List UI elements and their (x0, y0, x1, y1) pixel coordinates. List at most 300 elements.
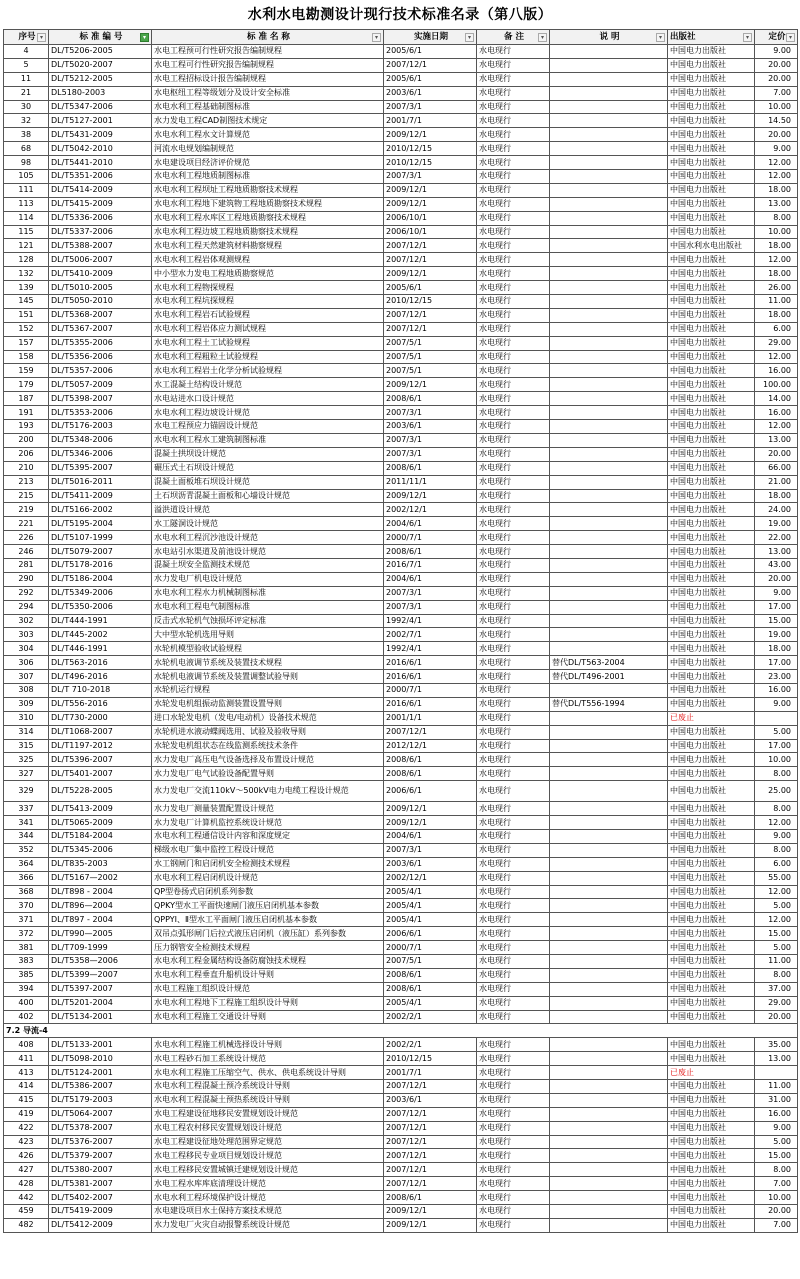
cell-price: 18.00 (755, 308, 798, 322)
cell-seq: 21 (4, 86, 49, 100)
cell-name: 水电水利工程岩体观测规程 (152, 253, 384, 267)
table-row (4, 1093, 798, 1107)
cell-seq: 415 (4, 1093, 49, 1107)
cell-remark: 水电现行 (477, 614, 550, 628)
cell-seq: 329 (4, 781, 49, 802)
standards-table (3, 29, 798, 1233)
cell-name: 碾压式土石坝设计规范 (152, 461, 384, 475)
table-row (4, 336, 798, 350)
cell-name: 水轮机进水液动蝶阀选用、试验及验收导则 (152, 725, 384, 739)
cell-code: DL/T5386-2007 (49, 1080, 152, 1094)
cell-date: 2000/7/1 (384, 531, 477, 545)
cell-name: 水轮机电液调节系统及装置调整试验导则 (152, 670, 384, 684)
cell-remark: 水电现行 (477, 968, 550, 982)
cell-note (550, 829, 668, 843)
cell-price: 16.00 (755, 683, 798, 697)
cell-code: DL/T5347-2006 (49, 100, 152, 114)
cell-seq: 219 (4, 503, 49, 517)
cell-seq: 98 (4, 156, 49, 170)
table-row (4, 128, 798, 142)
cell-remark: 水电现行 (477, 767, 550, 781)
cell-seq: 309 (4, 697, 49, 711)
cell-seq: 366 (4, 871, 49, 885)
cell-seq: 200 (4, 433, 49, 447)
table-row (4, 1135, 798, 1149)
cell-date: 2004/6/1 (384, 572, 477, 586)
cell-date: 2009/12/1 (384, 1205, 477, 1219)
cell-price: 18.00 (755, 267, 798, 281)
cell-seq: 157 (4, 336, 49, 350)
cell-seq: 128 (4, 253, 49, 267)
cell-note (550, 142, 668, 156)
cell-note (550, 503, 668, 517)
cell-publisher: 中国电力出版社 (668, 128, 755, 142)
table-row (4, 781, 798, 802)
cell-price: 20.00 (755, 1010, 798, 1024)
table-row (4, 968, 798, 982)
cell-remark: 水电现行 (477, 336, 550, 350)
cell-note (550, 1093, 668, 1107)
cell-publisher: 中国电力出版社 (668, 350, 755, 364)
cell-code: DL/T5398-2007 (49, 392, 152, 406)
cell-price: 18.00 (755, 489, 798, 503)
cell-seq: 394 (4, 982, 49, 996)
table-row (4, 628, 798, 642)
cell-note (550, 739, 668, 753)
cell-note (550, 378, 668, 392)
cell-code: DL/T5167—2002 (49, 871, 152, 885)
cell-code: DL/T835-2003 (49, 857, 152, 871)
cell-name: 水工隧洞设计规范 (152, 517, 384, 531)
cell-seq: 325 (4, 753, 49, 767)
cell-name: 水电工程预应力锚固设计规范 (152, 420, 384, 434)
cell-publisher: 中国电力出版社 (668, 802, 755, 816)
table-row (4, 461, 798, 475)
cell-price: 12.00 (755, 885, 798, 899)
cell-date: 2007/12/1 (384, 725, 477, 739)
cell-price: 9.00 (755, 697, 798, 711)
cell-remark: 水电现行 (477, 1149, 550, 1163)
table-row (4, 871, 798, 885)
cell-note (550, 183, 668, 197)
table-row (4, 392, 798, 406)
cell-seq: 442 (4, 1191, 49, 1205)
table-row (4, 100, 798, 114)
cell-code: DL/T5042-2010 (49, 142, 152, 156)
cell-publisher: 中国电力出版社 (668, 968, 755, 982)
cell-remark: 水电现行 (477, 683, 550, 697)
table-row (4, 1163, 798, 1177)
cell-note: 替代DL/T496-2001 (550, 670, 668, 684)
filter-dropdown-icon[interactable]: ▾ (656, 33, 665, 42)
cell-seq: 337 (4, 802, 49, 816)
cell-remark: 水电现行 (477, 753, 550, 767)
cell-remark: 水电现行 (477, 364, 550, 378)
cell-publisher: 中国电力出版社 (668, 1177, 755, 1191)
table-row (4, 913, 798, 927)
cell-price: 23.00 (755, 670, 798, 684)
cell-name: 水电水利工程环境保护设计规范 (152, 1191, 384, 1205)
cell-remark: 水电现行 (477, 197, 550, 211)
filter-active-icon[interactable]: ▾ (140, 33, 149, 42)
cell-publisher: 中国电力出版社 (668, 843, 755, 857)
cell-remark: 水电现行 (477, 1163, 550, 1177)
cell-publisher: 中国电力出版社 (668, 1121, 755, 1135)
cell-remark: 水电现行 (477, 572, 550, 586)
table-row (4, 572, 798, 586)
cell-publisher: 中国电力出版社 (668, 322, 755, 336)
cell-remark: 水电现行 (477, 406, 550, 420)
cell-date: 2007/12/1 (384, 239, 477, 253)
cell-name: QPPYⅠ、Ⅱ型水工平面闸门液压启闭机基本参数 (152, 913, 384, 927)
cell-note (550, 1121, 668, 1135)
cell-date: 2007/5/1 (384, 955, 477, 969)
table-row (4, 58, 798, 72)
cell-code: DL/T5166-2002 (49, 503, 152, 517)
cell-code: DL/T5397-2007 (49, 982, 152, 996)
table-row (4, 1066, 798, 1080)
cell-code: DL/T5010-2005 (49, 281, 152, 295)
table-row (4, 1080, 798, 1094)
cell-date: 2008/6/1 (384, 392, 477, 406)
cell-date: 2007/3/1 (384, 586, 477, 600)
cell-name: 水电工程砂石加工系统设计规范 (152, 1052, 384, 1066)
cell-note (550, 336, 668, 350)
cell-seq: 221 (4, 517, 49, 531)
cell-remark: 水电现行 (477, 295, 550, 309)
cell-price: 25.00 (755, 781, 798, 802)
cell-publisher: 中国电力出版社 (668, 142, 755, 156)
cell-publisher: 中国电力出版社 (668, 829, 755, 843)
cell-price: 20.00 (755, 572, 798, 586)
cell-publisher: 中国电力出版社 (668, 489, 755, 503)
table-row (4, 843, 798, 857)
section-row (4, 1024, 798, 1038)
cell-code: DL/T5412-2009 (49, 1218, 152, 1232)
cell-date: 2009/12/1 (384, 489, 477, 503)
cell-note (550, 1177, 668, 1191)
cell-price: 9.00 (755, 142, 798, 156)
cell-date: 2016/7/1 (384, 558, 477, 572)
cell-name: 水电水利工程启闭机设计规范 (152, 871, 384, 885)
cell-name: 水电水利工程天然建筑材料勘察规程 (152, 239, 384, 253)
cell-code: DL/T5020-2007 (49, 58, 152, 72)
cell-code: DL/T5057-2009 (49, 378, 152, 392)
cell-publisher: 中国电力出版社 (668, 913, 755, 927)
cell-publisher: 中国电力出版社 (668, 58, 755, 72)
cell-remark: 水电现行 (477, 913, 550, 927)
cell-publisher: 中国电力出版社 (668, 336, 755, 350)
cell-seq: 402 (4, 1010, 49, 1024)
cell-note (550, 968, 668, 982)
cell-note (550, 170, 668, 184)
table-body-2 (4, 1038, 798, 1232)
cell-remark: 水电现行 (477, 670, 550, 684)
cell-publisher: 中国水利水电出版社 (668, 239, 755, 253)
cell-date: 2008/6/1 (384, 767, 477, 781)
table-row (4, 642, 798, 656)
cell-price: 5.00 (755, 725, 798, 739)
cell-code: DL/T5395-2007 (49, 461, 152, 475)
cell-date: 2008/6/1 (384, 982, 477, 996)
cell-seq: 368 (4, 885, 49, 899)
cell-code: DL/T563-2016 (49, 656, 152, 670)
col-header-publisher: 出版社 ▾ (668, 30, 755, 45)
cell-date: 2007/12/1 (384, 1080, 477, 1094)
cell-name: 双吊点弧形闸门后拉式液压启闭机（液压缸）系列参数 (152, 927, 384, 941)
cell-publisher: 中国电力出版社 (668, 1135, 755, 1149)
cell-publisher: 中国电力出版社 (668, 461, 755, 475)
cell-date: 2009/12/1 (384, 267, 477, 281)
cell-remark: 水电现行 (477, 1093, 550, 1107)
cell-date: 2006/10/1 (384, 225, 477, 239)
cell-publisher: 中国电力出版社 (668, 628, 755, 642)
cell-date: 2001/7/1 (384, 114, 477, 128)
cell-seq: 426 (4, 1149, 49, 1163)
cell-price: 20.00 (755, 58, 798, 72)
cell-code: DL/T5212-2005 (49, 72, 152, 86)
cell-date: 2007/12/1 (384, 308, 477, 322)
cell-note (550, 72, 668, 86)
cell-price: 9.00 (755, 829, 798, 843)
cell-name: 水电水利工程地下建筑物工程地质勘察技术规程 (152, 197, 384, 211)
cell-code: DL/T5414-2009 (49, 183, 152, 197)
cell-note (550, 843, 668, 857)
cell-seq: 5 (4, 58, 49, 72)
table-row (4, 322, 798, 336)
cell-price: 10.00 (755, 100, 798, 114)
table-row (4, 239, 798, 253)
filter-dropdown-icon[interactable]: ▾ (372, 33, 381, 42)
cell-publisher: 中国电力出版社 (668, 781, 755, 802)
cell-note (550, 955, 668, 969)
header-row (4, 30, 798, 45)
cell-remark: 水电现行 (477, 183, 550, 197)
cell-remark: 水电现行 (477, 239, 550, 253)
cell-note (550, 420, 668, 434)
table-row (4, 1038, 798, 1052)
cell-seq: 206 (4, 447, 49, 461)
cell-note (550, 1038, 668, 1052)
cell-note (550, 725, 668, 739)
cell-remark: 水电现行 (477, 545, 550, 559)
cell-seq: 423 (4, 1135, 49, 1149)
cell-note (550, 531, 668, 545)
table-row (4, 406, 798, 420)
cell-publisher: 中国电力出版社 (668, 197, 755, 211)
cell-seq: 411 (4, 1052, 49, 1066)
cell-publisher: 中国电力出版社 (668, 281, 755, 295)
cell-publisher: 中国电力出版社 (668, 211, 755, 225)
cell-name: 水力发电厂交流110kV～500kV电力电缆工程设计规范 (152, 781, 384, 802)
cell-name: 水力发电厂计算机监控系统设计规范 (152, 816, 384, 830)
cell-remark: 水电现行 (477, 941, 550, 955)
cell-remark: 水电现行 (477, 1052, 550, 1066)
table-row (4, 156, 798, 170)
cell-code: DL/T5356-2006 (49, 350, 152, 364)
cell-price (755, 711, 798, 725)
cell-name: 水电水利工程通信设计内容和深度规定 (152, 829, 384, 843)
cell-seq: 151 (4, 308, 49, 322)
table-row (4, 857, 798, 871)
cell-date: 2010/12/15 (384, 156, 477, 170)
cell-name: 水电水利工程岩石试验规程 (152, 308, 384, 322)
table-row (4, 378, 798, 392)
cell-seq: 383 (4, 955, 49, 969)
cell-seq: 32 (4, 114, 49, 128)
cell-remark: 水电现行 (477, 114, 550, 128)
cell-publisher: 中国电力出版社 (668, 1149, 755, 1163)
cell-code: DL/T5399—2007 (49, 968, 152, 982)
cell-note (550, 767, 668, 781)
cell-name: 水工混凝土结构设计规范 (152, 378, 384, 392)
cell-remark: 水电现行 (477, 1218, 550, 1232)
cell-note (550, 711, 668, 725)
cell-remark: 水电现行 (477, 816, 550, 830)
cell-price: 35.00 (755, 1038, 798, 1052)
cell-note (550, 322, 668, 336)
cell-seq: 422 (4, 1121, 49, 1135)
cell-date: 2005/4/1 (384, 885, 477, 899)
cell-code: DL/T5186-2004 (49, 572, 152, 586)
cell-seq: 352 (4, 843, 49, 857)
cell-date: 2005/6/1 (384, 45, 477, 59)
cell-remark: 水电现行 (477, 475, 550, 489)
cell-seq: 68 (4, 142, 49, 156)
cell-name: 水力发电厂火灾自动报警系统设计规范 (152, 1218, 384, 1232)
cell-date: 2007/12/1 (384, 58, 477, 72)
cell-name: 水电工程移民专业项目规划设计规范 (152, 1149, 384, 1163)
cell-seq: 308 (4, 683, 49, 697)
filter-dropdown-icon[interactable]: ▾ (743, 33, 752, 42)
cell-name: 水电水利工程岩体应力测试规程 (152, 322, 384, 336)
cell-code: DL/T5415-2009 (49, 197, 152, 211)
cell-note (550, 781, 668, 802)
cell-price: 12.00 (755, 156, 798, 170)
cell-price: 9.00 (755, 45, 798, 59)
cell-price: 11.00 (755, 295, 798, 309)
cell-name: 水电工程建设征地处理范围界定规范 (152, 1135, 384, 1149)
cell-publisher: 中国电力出版社 (668, 475, 755, 489)
cell-seq: 459 (4, 1205, 49, 1219)
cell-note: 替代DL/T556-1994 (550, 697, 668, 711)
cell-name: 水轮机模型验收试验规程 (152, 642, 384, 656)
cell-price: 13.00 (755, 197, 798, 211)
table-row (4, 350, 798, 364)
cell-code: DL/T5201-2004 (49, 996, 152, 1010)
cell-name: 水电水利工程地质制图标准 (152, 170, 384, 184)
cell-note (550, 586, 668, 600)
cell-date: 2016/6/1 (384, 697, 477, 711)
table-row (4, 308, 798, 322)
table-row (4, 1149, 798, 1163)
cell-price: 19.00 (755, 517, 798, 531)
cell-code: DL/T897 - 2004 (49, 913, 152, 927)
cell-code: DL/T5337-2006 (49, 225, 152, 239)
table-row (4, 802, 798, 816)
cell-price: 6.00 (755, 322, 798, 336)
cell-seq: 105 (4, 170, 49, 184)
table-row (4, 600, 798, 614)
filter-dropdown-icon[interactable]: ▾ (786, 33, 795, 42)
cell-publisher: 中国电力出版社 (668, 378, 755, 392)
cell-code: DL/T1197-2012 (49, 739, 152, 753)
cell-publisher: 中国电力出版社 (668, 982, 755, 996)
cell-remark: 水电现行 (477, 45, 550, 59)
cell-price: 8.00 (755, 802, 798, 816)
cell-seq: 385 (4, 968, 49, 982)
cell-name: 水电工程施工组织设计规范 (152, 982, 384, 996)
cell-publisher: 中国电力出版社 (668, 1093, 755, 1107)
cell-name: 水电水利工程水工建筑制图标准 (152, 433, 384, 447)
table-row (4, 670, 798, 684)
cell-code: DL/T5176-2003 (49, 420, 152, 434)
cell-price: 16.00 (755, 364, 798, 378)
cell-note (550, 364, 668, 378)
table-row (4, 927, 798, 941)
cell-remark: 水电现行 (477, 871, 550, 885)
table-row (4, 72, 798, 86)
cell-name: 水电站进水口设计规范 (152, 392, 384, 406)
table-row (4, 885, 798, 899)
cell-date: 2009/12/1 (384, 378, 477, 392)
cell-price: 15.00 (755, 614, 798, 628)
cell-publisher: 中国电力出版社 (668, 558, 755, 572)
cell-publisher: 中国电力出版社 (668, 72, 755, 86)
cell-name: 水电工程建设征地移民安置规划设计规范 (152, 1107, 384, 1121)
cell-price: 22.00 (755, 531, 798, 545)
cell-date: 2002/7/1 (384, 628, 477, 642)
cell-price: 11.00 (755, 955, 798, 969)
cell-publisher: 中国电力出版社 (668, 114, 755, 128)
filter-dropdown-icon[interactable]: ▾ (465, 33, 474, 42)
cell-code: DL/T898 - 2004 (49, 885, 152, 899)
cell-price: 12.00 (755, 350, 798, 364)
cell-price: 20.00 (755, 447, 798, 461)
cell-code: DL/T5184-2004 (49, 829, 152, 843)
cell-seq: 370 (4, 899, 49, 913)
filter-dropdown-icon[interactable]: ▾ (37, 33, 46, 42)
cell-note (550, 1052, 668, 1066)
cell-seq: 111 (4, 183, 49, 197)
cell-code: DL/T5134-2001 (49, 1010, 152, 1024)
cell-note (550, 447, 668, 461)
cell-remark: 水电现行 (477, 58, 550, 72)
cell-name: 河流水电规划编制规范 (152, 142, 384, 156)
cell-price: 18.00 (755, 642, 798, 656)
table-row (4, 982, 798, 996)
cell-seq: 341 (4, 816, 49, 830)
cell-publisher: 中国电力出版社 (668, 739, 755, 753)
cell-date: 2003/6/1 (384, 86, 477, 100)
cell-seq: 419 (4, 1107, 49, 1121)
cell-note (550, 1205, 668, 1219)
cell-seq: 145 (4, 295, 49, 309)
cell-price: 10.00 (755, 753, 798, 767)
cell-code: DL/T5124-2001 (49, 1066, 152, 1080)
cell-remark: 水电现行 (477, 489, 550, 503)
cell-note (550, 753, 668, 767)
cell-note (550, 475, 668, 489)
table-row (4, 86, 798, 100)
cell-seq: 306 (4, 656, 49, 670)
cell-seq: 294 (4, 600, 49, 614)
table-row (4, 517, 798, 531)
cell-code: DL/T 710-2018 (49, 683, 152, 697)
cell-date: 2005/4/1 (384, 996, 477, 1010)
filter-dropdown-icon[interactable]: ▾ (538, 33, 547, 42)
cell-date: 2007/3/1 (384, 600, 477, 614)
